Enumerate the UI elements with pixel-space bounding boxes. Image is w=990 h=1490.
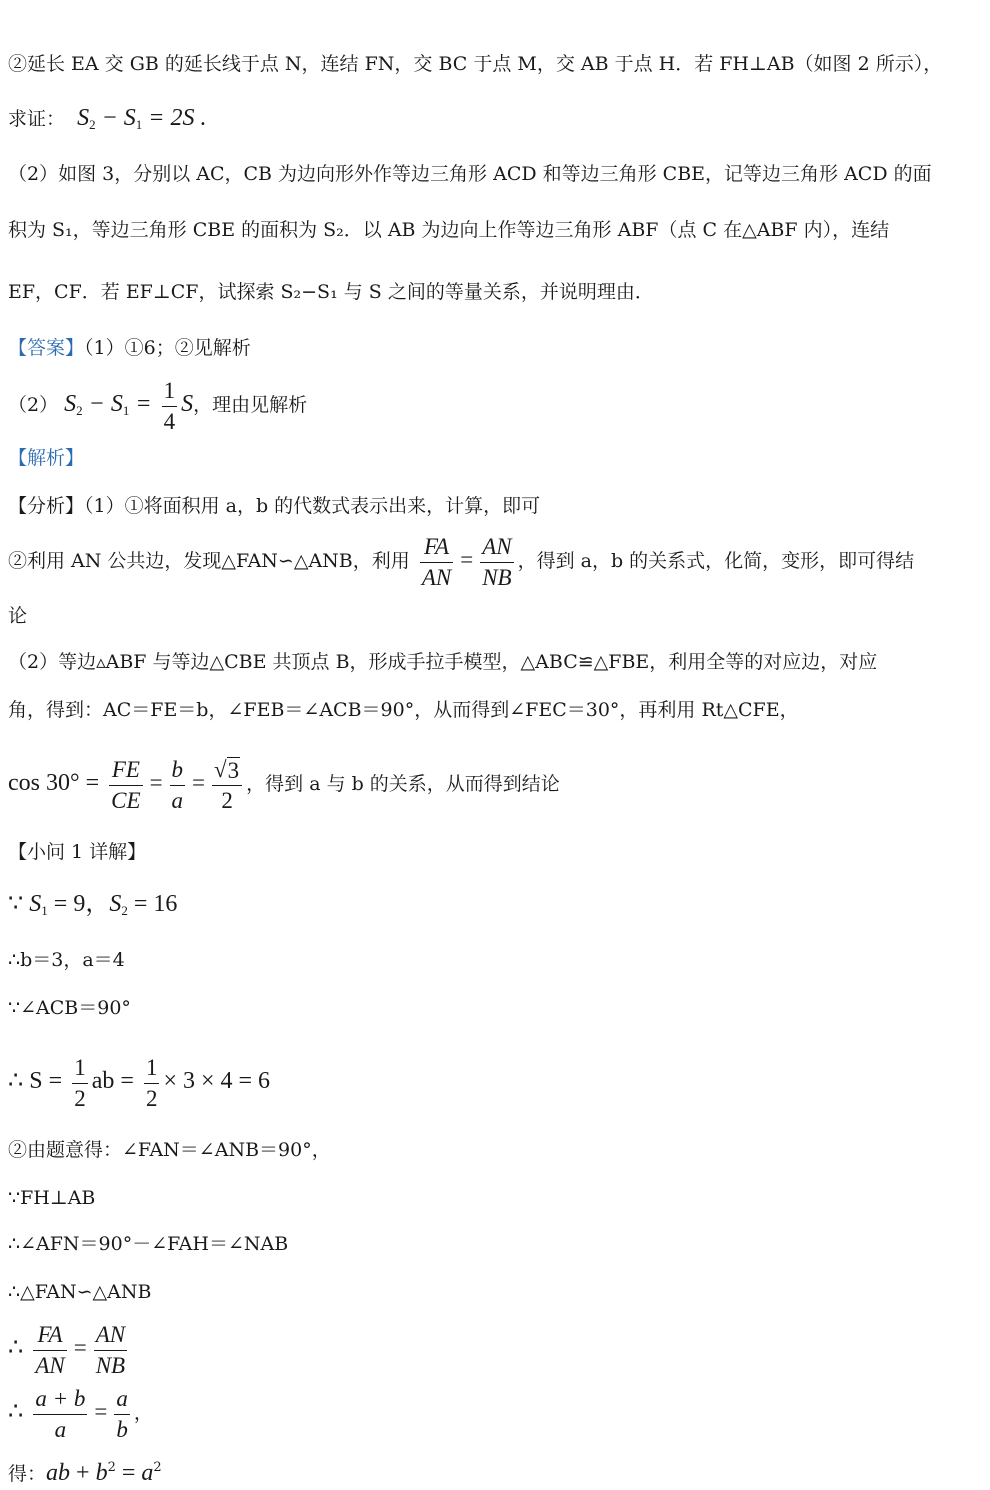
question-text: （2）如图 3，分别以 AC，CB 为边向形外作等边三角形 ACD 和等边三角形 CBE，记等边三角形 ACD 的面 <box>8 163 932 185</box>
fraction-apb-a: $\frac{a + b}{a}$ <box>35 1386 86 1442</box>
detail-tag: 【小问 1 详解】 <box>8 841 147 863</box>
answer-part2-equation: $S_2 - S_1$ = <box>64 391 152 418</box>
analysis-tag-line <box>8 444 84 472</box>
step-text: ∴∠AFN＝90°－∠FAH＝∠NAB <box>8 1233 289 1255</box>
fraction-half: $\frac{1}{2}$ <box>145 1055 158 1111</box>
analysis-text: ②利用 AN 公共边，发现△FAN∽△ANB，利用 <box>8 550 410 572</box>
fraction-fa-an: $\frac{FA}{AN}$ <box>35 1322 65 1378</box>
step-text: 得：ab + $b^2 = a^2$ <box>8 1460 162 1486</box>
detail-step-10: ∴ $\frac{a + b}{a}$ = $\frac{a}{b}$ ， <box>8 1386 153 1442</box>
fraction-half: $\frac{1}{2}$ <box>74 1055 86 1111</box>
step-text: ∵FH⊥AB <box>8 1187 96 1209</box>
analysis-text: 角，得到：AC＝FE＝b，∠FEB＝∠ACB＝90°，从而得到∠FEC＝30°，再利用 Rt△CFE， <box>8 699 799 721</box>
question-text: EF，CF．若 EF⊥CF，试探索 S₂−S₁ 与 S 之间的等量关系，并说明理由． <box>8 281 654 303</box>
analysis-line-5 <box>8 696 799 724</box>
fraction-b-a: $\frac{b}{a}$ <box>171 757 184 813</box>
cos-30: cos 30° = <box>8 770 100 796</box>
analysis-tag: 【解析】 <box>8 447 85 469</box>
fraction-fa-an: $\frac{FA}{AN}$ <box>421 534 452 590</box>
detail-step-2 <box>8 946 125 974</box>
analysis-text: （1）①将面积用 a，b 的代数式表示出来，计算，即可 <box>84 495 541 517</box>
detail-step-7 <box>8 1230 288 1258</box>
analysis-line-1 <box>8 492 540 520</box>
fenxi-tag: 【分析】 <box>8 495 85 517</box>
answer-tag: 【答案】 <box>8 337 85 359</box>
detail-step-8 <box>8 1278 151 1306</box>
question-line-4 <box>8 216 889 244</box>
detail-step-1 <box>8 890 177 925</box>
analysis-line-4 <box>8 648 877 676</box>
detail-step-9: ∴ $\frac{FA}{AN}$ = $\frac{AN}{NB}$ <box>8 1322 126 1378</box>
fraction-fe-ce: $\frac{FE}{CE}$ <box>111 757 141 813</box>
answer-line-2: （2） $S_2 - S_1$ = $\frac{1}{4}$ S，理由见解析 <box>8 378 308 434</box>
answer-part1: （1）①6；②见解析 <box>84 337 251 359</box>
step-text: ∵∠ACB＝90° <box>8 997 131 1019</box>
detail-step-11 <box>8 1454 162 1488</box>
step-text: ∵ $S_1 = 9$，$S_2 = 16$ <box>8 891 178 918</box>
step-text: ∴ S = <box>8 1068 63 1094</box>
question-line-2 <box>8 104 206 139</box>
analysis-text: ，得到 a 与 b 的关系，从而得到结论 <box>246 773 560 795</box>
analysis-line-3 <box>8 602 27 630</box>
detail-tag-line <box>8 838 146 866</box>
analysis-text: ，得到 a，b 的关系式，化简，变形，即可得结 <box>517 550 915 572</box>
question-text: ②延长 EA 交 GB 的延长线于点 N，连结 FN，交 BC 于点 M，交 AB 于点 H．若 FH⊥AB（如图 2 所示）， <box>8 53 943 75</box>
detail-step-6 <box>8 1184 95 1212</box>
question-line-1 <box>8 50 942 78</box>
question-text: 积为 S₁，等边三角形 CBE 的面积为 S₂．以 AB 为边向上作等边三角形 ABF（点 C 在△ABF 内），连结 <box>8 219 890 241</box>
answer-part2-suffix: ，理由见解析 <box>193 394 308 416</box>
analysis-text: 论 <box>8 605 28 627</box>
step-text: ∴△FAN∽△ANB <box>8 1281 152 1303</box>
detail-step-3 <box>8 994 131 1022</box>
analysis-line-6: cos 30° = $\frac{FE}{CE}$ = $\frac{b}{a}$ = √ 3 2 ，得到 a 与 b 的关系，从而得到结论 <box>8 756 560 813</box>
question-line-5 <box>8 278 654 306</box>
fraction-sqrt3-2: √ 3 2 <box>212 757 242 814</box>
analysis-line-2: ②利用 AN 公共边，发现△FAN∽△ANB，利用 $\frac{FA}{AN}$ = $\frac{AN}{NB}$ ，得到 a，b 的关系式，化简，变形，即可得结 <box>8 534 915 590</box>
prove-equation: $S_2 - S_1 = 2S$ . <box>71 105 207 132</box>
fraction-an-nb: $\frac{AN}{NB}$ <box>482 534 512 590</box>
answer-part2-prefix: （2） <box>8 394 59 416</box>
fraction-a-b: $\frac{a}{b}$ <box>116 1386 128 1442</box>
detail-step-5 <box>8 1136 331 1164</box>
step-text: ∴b＝3，a＝4 <box>8 949 125 971</box>
prove-label: 求证： <box>8 108 66 130</box>
fraction-one-quarter: $\frac{1}{4}$ <box>163 378 176 434</box>
question-line-3 <box>8 160 932 188</box>
answer-line-1 <box>8 334 251 362</box>
step-text: ②由题意得：∠FAN＝∠ANB＝90°， <box>8 1139 331 1161</box>
fraction-an-nb: $\frac{AN}{NB}$ <box>95 1322 126 1378</box>
analysis-text: （2）等边▵ABF 与等边△CBE 共顶点 B，形成手拉手模型，△ABC≌△FBE，利用全等的对应边，对应 <box>8 651 878 673</box>
detail-step-4: ∴ S = $\frac{1}{2}$ ab = $\frac{1}{2}$ × 3 × 4 = 6 <box>8 1055 271 1111</box>
